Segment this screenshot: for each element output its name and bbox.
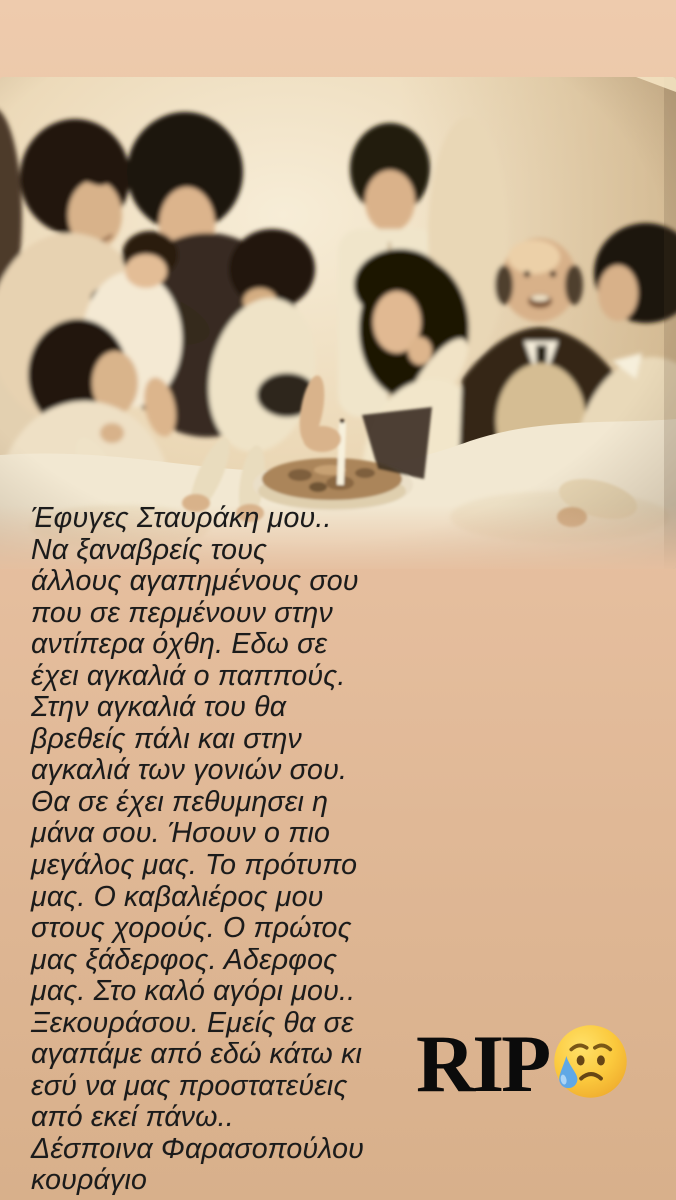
vintage-family-photo-graphic [0,77,676,569]
emoji-right-eye [597,1055,605,1065]
memorial-line: άλλους αγαπημένους σου [31,565,359,598]
memorial-line: Στην αγκαλιά του θα [31,691,287,724]
memorial-line: στους χορούς. Ο πρώτος [31,912,352,945]
memorial-text [31,503,364,1197]
memorial-line: μεγάλος μας. Το πρότυπο [31,849,358,882]
memorial-line: έχει αγκαλιά ο παππούς. [31,659,346,692]
memorial-line: αντίπερα όχθη. Εδω σε [31,628,328,661]
memorial-line: αγκαλιά των γονιών σου. [31,754,348,787]
memorial-line: Να ξαναβρείς τους [31,533,268,566]
memorial-line: μάνα σου. Ήσουν ο πιο [31,817,331,850]
memorial-line: Ξεκουράσου. Εμείς θα σε [31,1006,354,1039]
rip-label: RIP [416,1018,549,1109]
memorial-line: Θα σε έχει πεθυμησει η [31,785,329,818]
memorial-line: από εκεί πάνω.. [31,1101,234,1134]
memorial-line: κουράγιο [31,1164,148,1197]
memorial-line: εσύ να μας προστατεύεις [31,1069,348,1102]
memorial-line: Έφυγες Σταυράκη μου.. [31,502,332,534]
memorial-line: μας. Στο καλό αγόρι μου.. [31,975,356,1008]
memorial-line: μας ξάδερφος. Αδερφος [31,943,338,976]
rip-tribute [416,1018,630,1110]
memorial-line: που σε περμένουν στην [31,596,333,629]
memorial-photo [0,77,676,569]
memorial-line: βρεθείς πάλι και στην [31,722,302,755]
memorial-line: μας. Ο καβαλιέρος μου [31,880,324,913]
memorial-line: αγαπάμε από εδώ κάτω κι [31,1038,363,1071]
memorial-line: Δέσποινα Φαρασοπούλου [31,1132,364,1165]
sad-but-relieved-face-emoji [551,1022,630,1101]
emoji-left-eye [577,1055,585,1065]
